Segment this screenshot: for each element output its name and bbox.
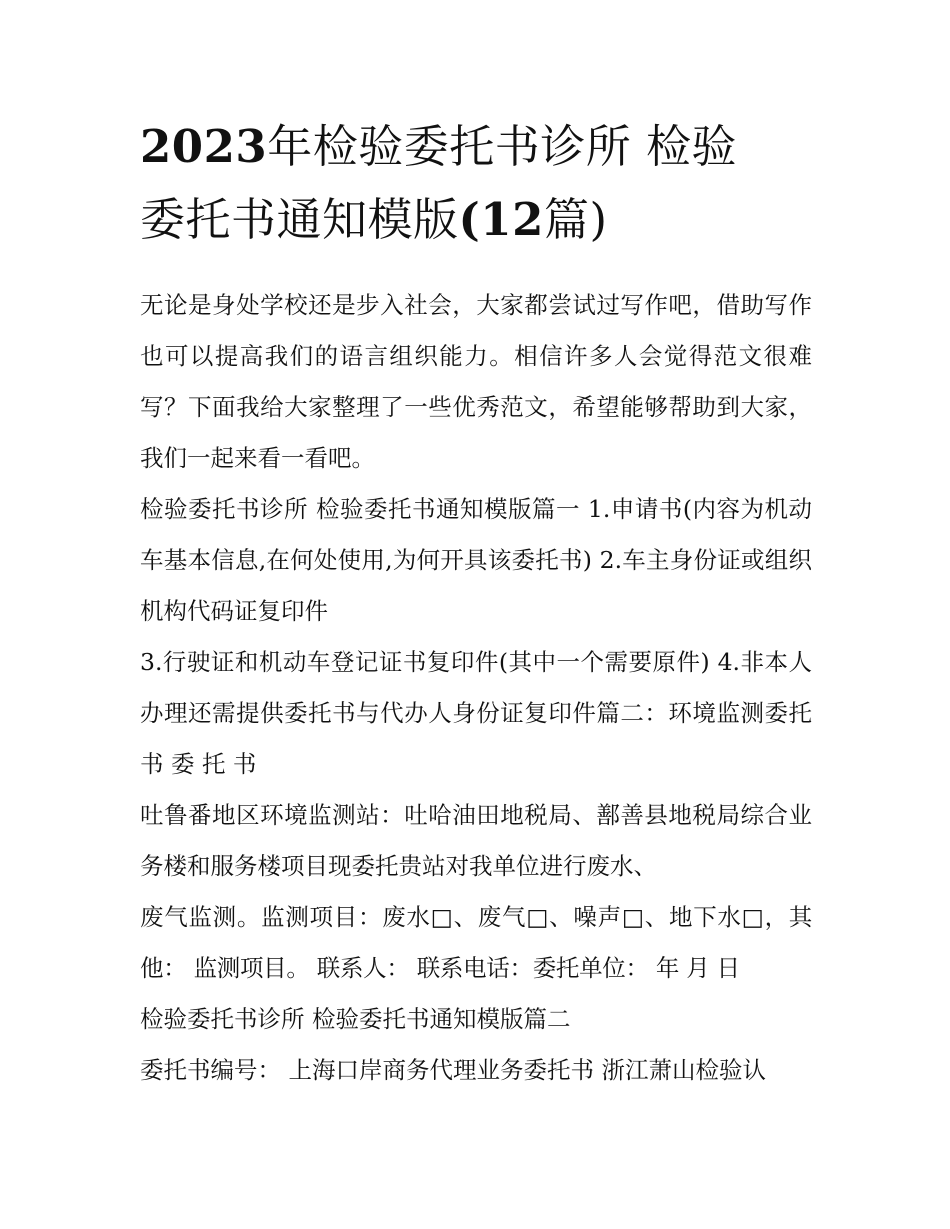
document-page xyxy=(140,110,812,1096)
paragraph-5: 检验委托书诊所 检验委托书通知模版篇二 xyxy=(140,1005,571,1033)
intro-paragraph: 无论是身处学校还是步入社会，大家都尝试过写作吧，借助写作也可以提高我们的语言组织能力。相信许多人会觉得范文很难写？下面我给大家整理了一些优秀范文，希望能够帮助到大家，我们一起来看一看吧。 xyxy=(140,291,812,472)
document-title xyxy=(140,110,812,256)
document-body xyxy=(140,280,812,1096)
paragraph-6: 委托书编号： 上海口岸商务代理业务委托书 浙江萧山检验认 xyxy=(140,1056,766,1084)
title-line2-suffix: 篇) xyxy=(543,193,608,246)
paragraph-4: 废气监测。监测项目：废水□、废气□、噪声□、地下水□，其他： 监测项目。 联系人： 联系电话：委托单位： 年 月 日 xyxy=(140,903,812,982)
title-line2-text: 委托书通知模版 xyxy=(140,193,459,246)
title-count: (12 xyxy=(458,193,544,246)
paragraph-3: 吐鲁番地区环境监测站：吐哈油田地税局、鄯善县地税局综合业务楼和服务楼项目现委托贵站对我单位进行废水、 xyxy=(140,801,812,880)
paragraph-2: 3.行驶证和机动车登记证书复印件(其中一个需要原件) 4.非本人办理还需提供委托书与代办人身份证复印件篇二：环境监测委托书 委 托 书 xyxy=(140,648,812,778)
paragraph-1: 检验委托书诊所 检验委托书通知模版篇一 1.申请书(内容为机动车基本信息,在何处使用,为何开具该委托书) 2.车主身份证或组织机构代码证复印件 xyxy=(140,495,812,625)
title-year: 2023 xyxy=(140,120,268,173)
title-line1-text: 年检验委托书诊所 检验 xyxy=(267,120,738,173)
